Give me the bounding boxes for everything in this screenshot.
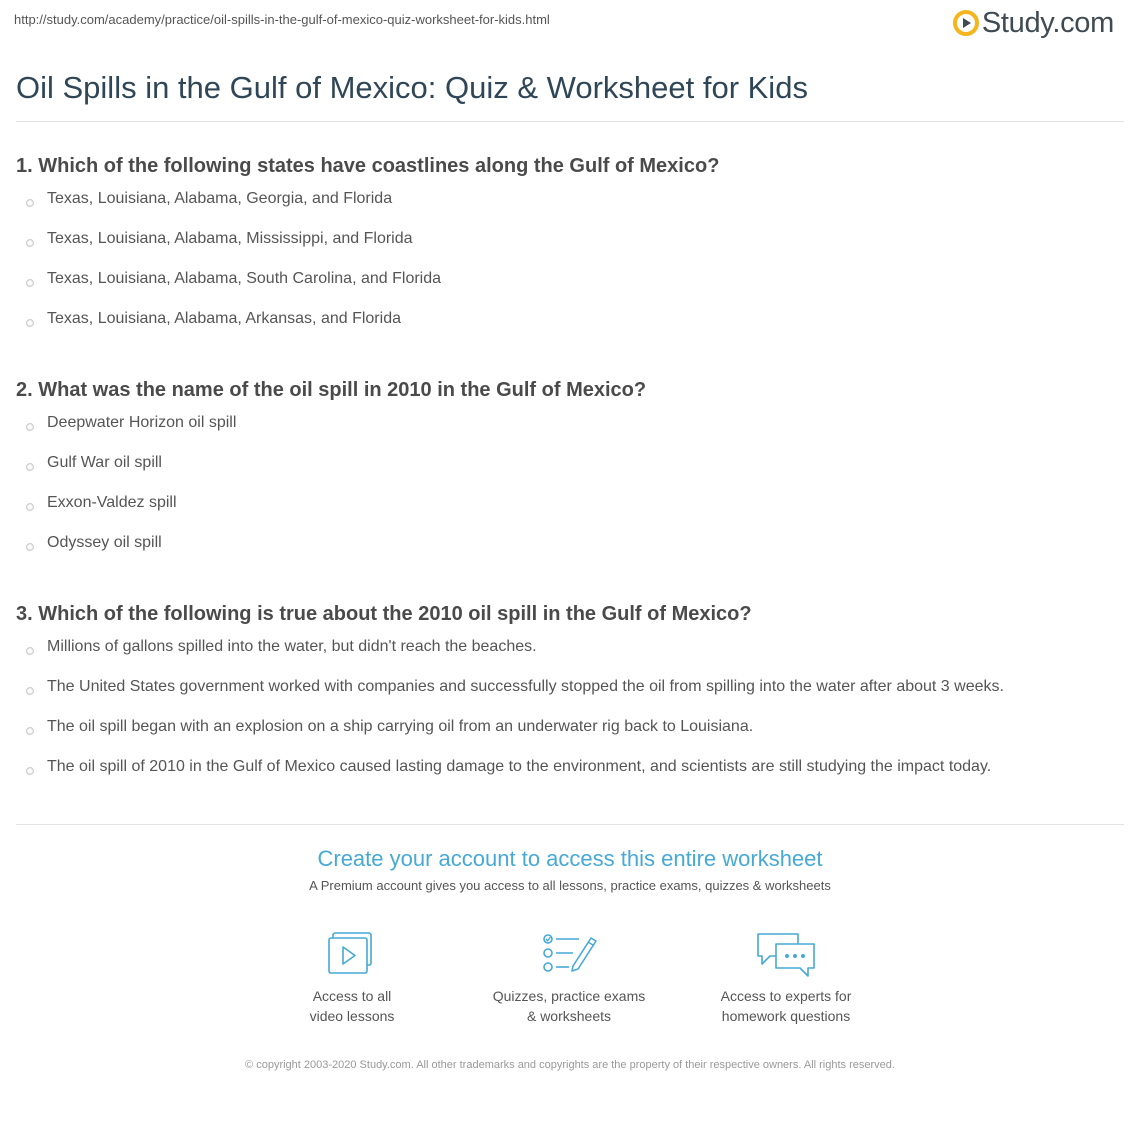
feature-quizzes [484, 930, 654, 1026]
question-text: 2. What was the name of the oil spill in 2010 in the Gulf of Mexico? [16, 379, 647, 401]
expert-chat-icon [754, 930, 818, 978]
answer-options [16, 190, 1126, 354]
answer-option[interactable] [16, 270, 1126, 314]
radio-button[interactable] [26, 319, 34, 327]
answer-text: Texas, Louisiana, Alabama, Arkansas, and Florida [47, 310, 401, 327]
answer-text: The United States government worked with companies and successfully stopped the oil from spilling into the water after about 3 weeks. [47, 678, 1004, 695]
logo-text: Study.com [981, 7, 1114, 39]
question-3 [16, 603, 1126, 802]
radio-button[interactable] [26, 727, 34, 735]
answer-options [16, 638, 1126, 802]
copyright-footer: © copyright 2003-2020 Study.com. All other trademarks and copyrights are the property of their respective owners. All rights reserved. [245, 1059, 895, 1071]
feature-label: Quizzes, practice exams & worksheets [492, 988, 646, 1024]
study-logo[interactable] [953, 8, 1114, 38]
answer-text: Odyssey oil spill [47, 534, 162, 551]
feature-video-lessons [267, 930, 437, 1026]
answer-text: The oil spill of 2010 in the Gulf of Mexico caused lasting damage to the environment, and scientists are still studying the impact today. [47, 758, 992, 775]
answer-text: Texas, Louisiana, Alabama, Georgia, and Florida [47, 190, 393, 207]
top-bar [0, 0, 1140, 48]
section-divider [16, 824, 1124, 825]
answer-option[interactable] [16, 758, 1126, 802]
answer-text: Texas, Louisiana, Alabama, South Carolina, and Florida [47, 270, 442, 287]
feature-label: Access to experts for homework questions [720, 988, 852, 1024]
radio-button[interactable] [26, 279, 34, 287]
answer-text: Texas, Louisiana, Alabama, Mississippi, and Florida [47, 230, 413, 247]
answer-option[interactable] [16, 534, 1126, 578]
radio-button[interactable] [26, 199, 34, 207]
answer-option[interactable] [16, 678, 1126, 722]
play-circle-icon [953, 10, 979, 36]
cta-subtitle: A Premium account gives you access to all lessons, practice exams, quizzes & worksheets [309, 878, 831, 893]
answer-option[interactable] [16, 190, 1126, 234]
radio-button[interactable] [26, 647, 34, 655]
page-title: Oil Spills in the Gulf of Mexico: Quiz & Worksheet for Kids [16, 70, 808, 105]
question-text: 3. Which of the following is true about the 2010 oil spill in the Gulf of Mexico? [16, 603, 752, 625]
feature-experts [701, 930, 871, 1026]
page-url: http://study.com/academy/practice/oil-spills-in-the-gulf-of-mexico-quiz-worksheet-for-kids.html [14, 12, 550, 27]
radio-button[interactable] [26, 687, 34, 695]
radio-button[interactable] [26, 543, 34, 551]
feature-label: Access to all video lessons [309, 988, 395, 1024]
video-lessons-icon [322, 930, 382, 978]
answer-text: Millions of gallons spilled into the water, but didn't reach the beaches. [47, 638, 537, 655]
answer-option[interactable] [16, 494, 1126, 538]
answer-text: Gulf War oil spill [47, 454, 162, 471]
answer-option[interactable] [16, 638, 1126, 682]
signup-cta [0, 846, 1140, 893]
answer-text: Deepwater Horizon oil spill [47, 414, 237, 431]
radio-button[interactable] [26, 767, 34, 775]
radio-button[interactable] [26, 423, 34, 431]
title-divider [16, 121, 1124, 122]
radio-button[interactable] [26, 239, 34, 247]
radio-button[interactable] [26, 463, 34, 471]
answer-options [16, 414, 1126, 578]
answer-option[interactable] [16, 414, 1126, 458]
answer-text: Exxon-Valdez spill [47, 494, 177, 511]
question-2 [16, 379, 1126, 578]
question-1 [16, 155, 1126, 354]
cta-title-link[interactable]: Create your account to access this entire worksheet [317, 846, 823, 871]
question-text: 1. Which of the following states have coastlines along the Gulf of Mexico? [16, 155, 720, 177]
answer-option[interactable] [16, 310, 1126, 354]
answer-option[interactable] [16, 230, 1126, 274]
quiz-checklist-icon [539, 930, 599, 978]
answer-option[interactable] [16, 454, 1126, 498]
answer-option[interactable] [16, 718, 1126, 762]
answer-text: The oil spill began with an explosion on a ship carrying oil from an underwater rig back to Louisiana. [47, 718, 754, 735]
radio-button[interactable] [26, 503, 34, 511]
